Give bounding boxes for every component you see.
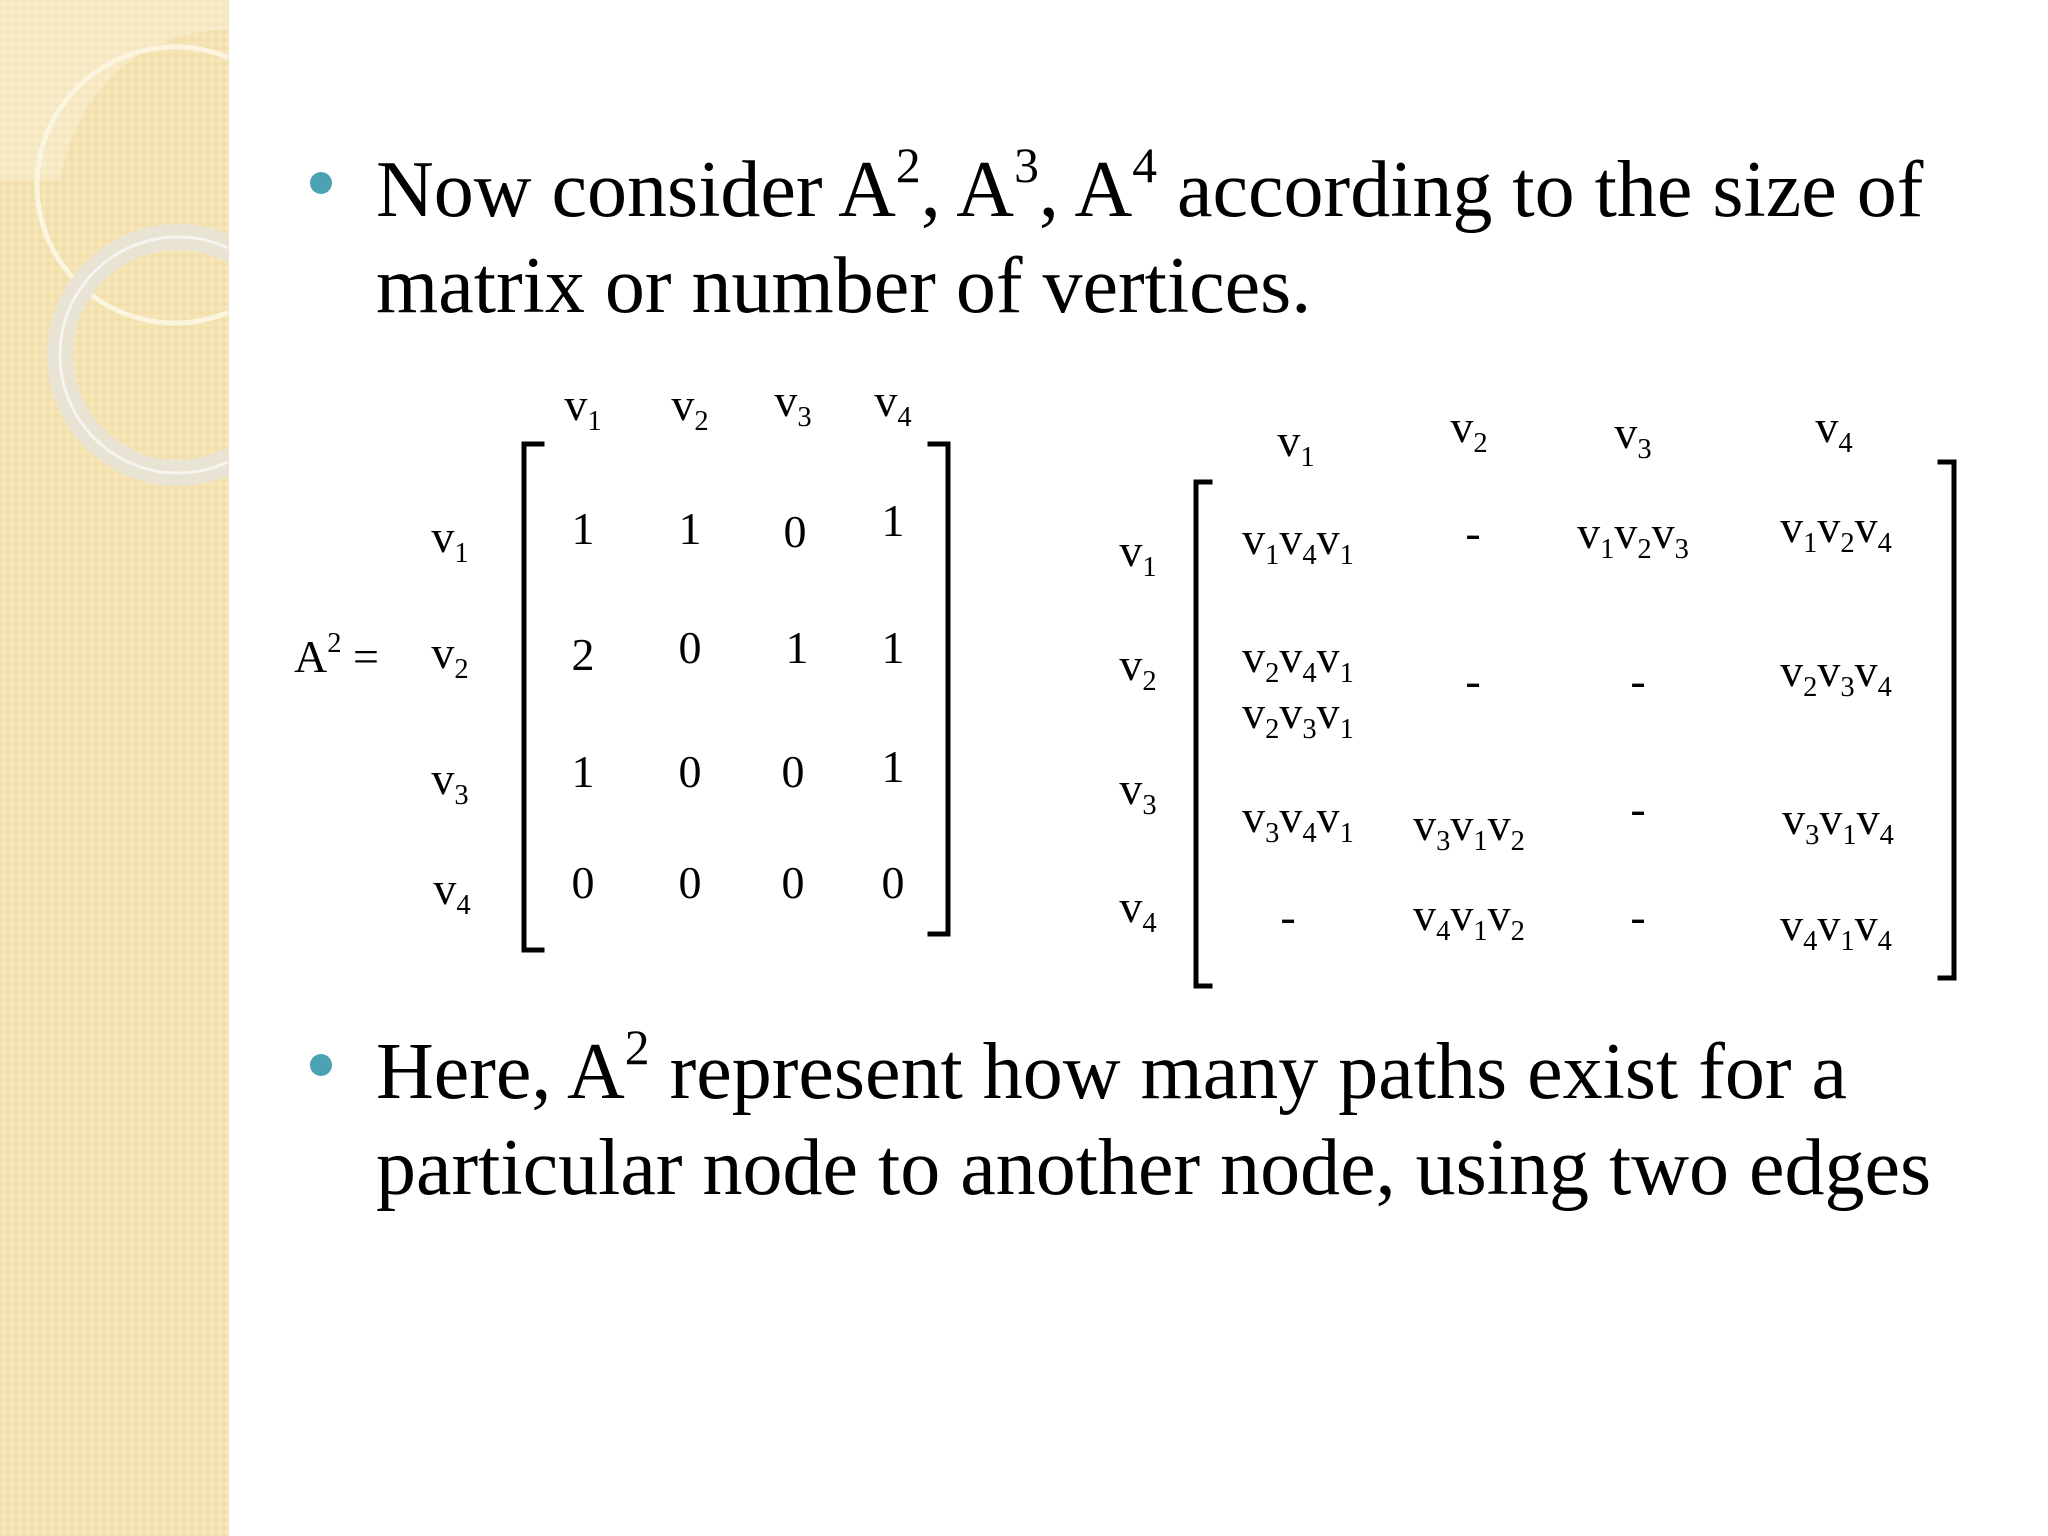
right-matrix-cell: $v_2v_3v_4$ <box>1780 645 1892 704</box>
left-col-header: $v_3$ <box>774 375 812 434</box>
left-matrix-cell: 1 <box>881 622 905 673</box>
right-row-header: $v_4$ <box>1119 881 1157 940</box>
left-matrix-cell: 1 <box>571 503 595 554</box>
left-matrix-cell: 1 <box>678 503 702 554</box>
left-matrix-cell: 0 <box>783 506 807 557</box>
right-matrix-cell: $v_2v_3v_1$ <box>1242 687 1354 746</box>
right-matrix-cell: - <box>1630 891 1646 942</box>
right-matrix-cell: - <box>1630 783 1646 834</box>
left-matrix-cell: 1 <box>881 741 905 792</box>
left-row-header: $v_4$ <box>433 863 471 922</box>
matrix-label-a-squared: $A^2$ = <box>294 628 379 682</box>
left-matrix-cell: 0 <box>678 622 702 673</box>
left-matrix-cell: 0 <box>571 857 595 908</box>
left-row-header: $v_3$ <box>431 753 469 812</box>
left-col-header: $v_4$ <box>874 375 912 434</box>
left-matrix-open-bracket <box>524 444 542 950</box>
left-col-header: $v_1$ <box>564 379 602 438</box>
left-matrix-cell: 0 <box>678 746 702 797</box>
right-matrix-cell: $v_3v_1v_2$ <box>1413 799 1525 858</box>
right-matrix-cell: - <box>1630 655 1646 706</box>
right-matrix-open-bracket <box>1196 482 1210 986</box>
right-matrix-cell: $v_3v_1v_4$ <box>1782 793 1894 852</box>
left-matrix-close-bracket <box>930 444 948 934</box>
bullet-dot-icon <box>310 1054 332 1076</box>
left-matrix-cell: 0 <box>678 857 702 908</box>
left-matrix-cell: 0 <box>781 746 805 797</box>
right-matrix-cell: $v_4v_1v_4$ <box>1780 899 1892 958</box>
left-row-header: $v_1$ <box>431 511 469 570</box>
bullet-text-2: Here, $A^2$ represent how many paths exist for a particular node to another node, using two edges <box>376 1020 1932 1212</box>
right-col-header: $v_4$ <box>1815 401 1853 460</box>
right-col-header: $v_3$ <box>1614 407 1652 466</box>
right-row-header: $v_2$ <box>1119 639 1157 698</box>
right-col-header: $v_2$ <box>1450 401 1488 460</box>
right-matrix-cell: - <box>1465 655 1481 706</box>
right-row-header: $v_3$ <box>1119 763 1157 822</box>
right-matrix-cell: $v_3v_4v_1$ <box>1242 791 1354 850</box>
right-matrix-close-bracket <box>1940 462 1954 978</box>
right-matrix-cell: - <box>1465 507 1481 558</box>
left-matrix-cell: 0 <box>781 857 805 908</box>
left-matrix-cell: 2 <box>571 629 595 680</box>
left-row-header: $v_2$ <box>431 627 469 686</box>
left-matrix-cell: 1 <box>571 746 595 797</box>
left-col-header: $v_2$ <box>671 379 709 438</box>
right-row-header: $v_1$ <box>1119 525 1157 584</box>
right-matrix-cell: - <box>1280 891 1296 942</box>
right-matrix-cell: $v_1v_2v_3$ <box>1577 507 1689 566</box>
left-matrix-cell: 0 <box>881 857 905 908</box>
right-matrix-cell: $v_1v_4v_1$ <box>1242 513 1354 572</box>
left-matrix-cell: 1 <box>785 622 809 673</box>
right-matrix-cell: $v_2v_4v_1$ <box>1242 631 1354 690</box>
right-col-header: $v_1$ <box>1277 415 1315 474</box>
bullet-text-1: Now consider $A^2$, $A^3$, $A^4$ according to the size of matrix or number of vertices. <box>376 138 1924 330</box>
left-matrix-cell: 1 <box>881 495 905 546</box>
right-matrix-cell: $v_4v_1v_2$ <box>1413 889 1525 948</box>
right-matrix-cell: $v_1v_2v_4$ <box>1780 501 1892 560</box>
